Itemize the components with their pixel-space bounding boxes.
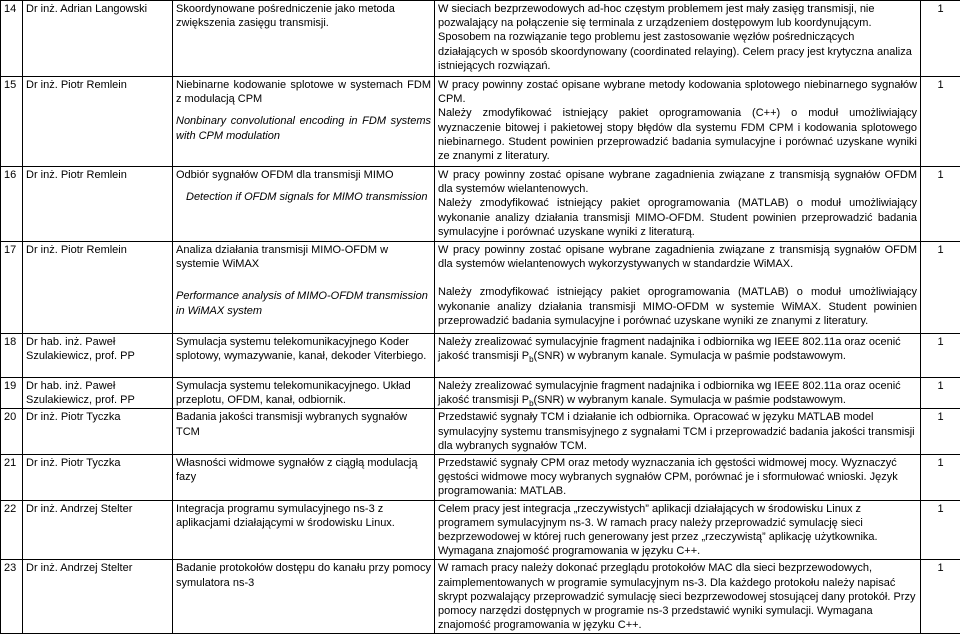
topic-description: Należy zrealizować symulacyjnie fragment nadajnika i odbiornika wg IEEE 802.11a oraz ocenić jakość transmisji P (438, 336, 901, 363)
topic-title: Własności widmowe sygnałów z ciągłą modulacją fazy (173, 455, 435, 501)
topic-title: Symulacja systemu telekomunikacyjnego. Układ przeplotu, OFDM, kanał, odbiornik. (173, 378, 435, 409)
topic-title: Skoordynowane pośredniczenie jako metoda zwiększenia zasięgu transmisji. (173, 1, 435, 77)
student-count: 1 (921, 500, 960, 560)
supervisor: Dr inż. Piotr Remlein (23, 242, 173, 334)
topic-number: 23 (1, 560, 23, 634)
topic-number: 18 (1, 334, 23, 378)
topic-title-english: Nonbinary convolutional encoding in FDM systems with CPM modulation (176, 115, 431, 142)
topic-description: W pracy powinny zostać opisane wybrane zagadnienia związane z transmisją sygnałów OFDM dla systemów wielantenowych. (438, 169, 917, 196)
topic-description: Przedstawić sygnały TCM i działanie ich odbiornika. Opracować w języku MATLAB model symulacyjny systemu transmisyjnego z sygnałami TCM i przeprowadzić badania jakości transmisji dla wybranych sygnałów TCM. (435, 409, 921, 455)
supervisor: Dr inż. Piotr Remlein (23, 167, 173, 242)
topic-number: 20 (1, 409, 23, 455)
topic-number: 21 (1, 455, 23, 501)
topic-description: Celem pracy jest integracja „rzeczywistych” aplikacji działających w środowisku Linux z programem symulacyjnym ns-3. W ramach pracy należy przeprowadzić symulację sieci bezprzewodowej w której ruch generowany jest przez „rzeczywistą” aplikację użytkownika. Wymagana znajomość programowania w języku C++. (435, 500, 921, 560)
supervisor: Dr inż. Piotr Tyczka (23, 409, 173, 455)
topic-description: W sieciach bezprzewodowych ad-hoc częstym problemem jest mały zasięg transmisji, nie pozwalający na połączenie się terminala z urządzeniem dostępowym lub koordynującym. Sposobem na rozwiązanie tego problemu jest zastosowanie węzłów pośredniczących działających w sposób skoordynowany (coordinated relaying). Celem pracy jest krytyczna analiza istniejących rozwiązań. (435, 1, 921, 77)
topic-title-cell (173, 77, 435, 167)
topic-title-english: Detection if OFDM signals for MIMO transmission (186, 191, 428, 204)
topic-title: Badania jakości transmisji wybranych sygnałów TCM (173, 409, 435, 455)
supervisor: Dr inż. Andrzej Stelter (23, 560, 173, 634)
topic-description-cell (435, 242, 921, 334)
topic-title: Badanie protokołów dostępu do kanału przy pomocy symulatora ns-3 (173, 560, 435, 634)
table-row (1, 1, 960, 77)
topic-title: Odbiór sygnałów OFDM dla transmisji MIMO (176, 169, 394, 181)
table-row (1, 455, 960, 501)
supervisor: Dr hab. inż. Paweł Szulakiewicz, prof. PP (23, 378, 173, 409)
topic-title-cell (173, 242, 435, 334)
topic-number: 16 (1, 167, 23, 242)
table-row (1, 500, 960, 560)
topic-description: Przedstawić sygnały CPM oraz metody wyznaczania ich gęstości widmowej mocy. Wyznaczyć gęstości widmowe mocy wybranych sygnałów CPM, porównać je i sformułować wnioski. Język programowania: MATLAB. (435, 455, 921, 501)
topic-description-task: Należy zmodyfikować istniejący pakiet oprogramowania (C++) o moduł umożliwiający wyznaczenie bitowej i pakietowej stopy błędów dla systemu FDM CPM i kodowania splotowego niebinarnego. Student powinien przeprowadzić badania symulacyjne i porównać uzyskane wyniki ze znanymi z literatury. (438, 107, 917, 163)
topic-title: Integracja programu symulacyjnego ns-3 z aplikacjami działającymi w środowisku Linux. (173, 500, 435, 560)
student-count: 1 (921, 167, 960, 242)
student-count: 1 (921, 1, 960, 77)
supervisor: Dr inż. Andrzej Stelter (23, 500, 173, 560)
topic-number: 14 (1, 1, 23, 77)
topic-description-cell (435, 77, 921, 167)
student-count: 1 (921, 242, 960, 334)
topic-title: Symulacja systemu telekomunikacyjnego Koder splotowy, wymazywanie, kanał, dekoder Viterbiego. (173, 334, 435, 378)
topic-description: W pracy powinny zostać opisane wybrane zagadnienia związane z transmisją sygnałów OFDM dla systemów wielantenowych wykorzystywanych w standardzie WiMAX. (438, 244, 917, 271)
topic-description-cell (435, 378, 921, 409)
table-row (1, 242, 960, 334)
topic-description-task: Należy zmodyfikować istniejący pakiet oprogramowania (MATLAB) o moduł umożliwiający wykonanie analizy działania transmisji MIMO-OFDM w systemie WiMAX. Student powinien przeprowadzić badania symulacyjne i porównać uzyskane wyniki ze znanymi z literatury. (438, 286, 917, 327)
topic-title: Niebinarne kodowanie splotowe w systemach FDM z modulacją CPM (176, 79, 431, 106)
topic-number: 19 (1, 378, 23, 409)
student-count: 1 (921, 455, 960, 501)
student-count: 1 (921, 77, 960, 167)
topic-title-english: Performance analysis of MIMO-OFDM transmission in WiMAX system (176, 290, 428, 317)
supervisor: Dr hab. inż. Paweł Szulakiewicz, prof. PP (23, 334, 173, 378)
topic-description: W pracy powinny zostać opisane wybrane metody kodowania splotowego niebinarnego sygnałów CPM. (438, 79, 917, 106)
topic-number: 15 (1, 77, 23, 167)
topic-title: Analiza działania transmisji MIMO-OFDM w systemie WiMAX (176, 244, 389, 271)
topic-title-cell (173, 167, 435, 242)
topic-number: 17 (1, 242, 23, 334)
supervisor: Dr inż. Piotr Remlein (23, 77, 173, 167)
pb-subscript: b (529, 355, 534, 365)
topic-description-end: (SNR) w wybranym kanale. Symulacja w paśmie podstawowym. (533, 350, 846, 363)
student-count: 1 (921, 378, 960, 409)
student-count: 1 (921, 334, 960, 378)
topic-description: W ramach pracy należy dokonać przeglądu protokołów MAC dla sieci bezprzewodowych, zaimplementowanych w programie symulacyjnym ns-3. Dla każdego protokołu należy napisać skrypt pozwalający przeprowadzić symulację sieci bezprzewodowej stosującej dany protokół. Przy pomocy narzędzi dostępnych w programie ns-3 przedstawić wyniki symulacji. Wymagana znajomość programowania w języku C++. (435, 560, 921, 634)
topic-description-cell (435, 334, 921, 378)
student-count: 1 (921, 560, 960, 634)
table-row (1, 560, 960, 634)
table-row (1, 409, 960, 455)
supervisor: Dr inż. Piotr Tyczka (23, 455, 173, 501)
table-row (1, 77, 960, 167)
table-row (1, 378, 960, 409)
student-count: 1 (921, 409, 960, 455)
table-row (1, 334, 960, 378)
supervisor: Dr inż. Adrian Langowski (23, 1, 173, 77)
topic-description-cell (435, 167, 921, 242)
pb-subscript: b (529, 399, 534, 409)
table-row (1, 167, 960, 242)
topic-number: 22 (1, 500, 23, 560)
topic-description-end: (SNR) w wybranym kanale. Symulacja w paśmie podstawowym. (533, 394, 846, 407)
topic-description: Należy zrealizować symulacyjnie fragment nadajnika i odbiornika wg IEEE 802.11a oraz ocenić jakość transmisji P (438, 380, 901, 407)
topic-description-task: Należy zmodyfikować istniejący pakiet oprogramowania (MATLAB) o moduł umożliwiający wykonanie analizy działania transmisji MIMO-OFDM. Student powinien przeprowadzić badania symulacyjne i porównać uzyskane wyniki z literaturą. (438, 197, 917, 238)
